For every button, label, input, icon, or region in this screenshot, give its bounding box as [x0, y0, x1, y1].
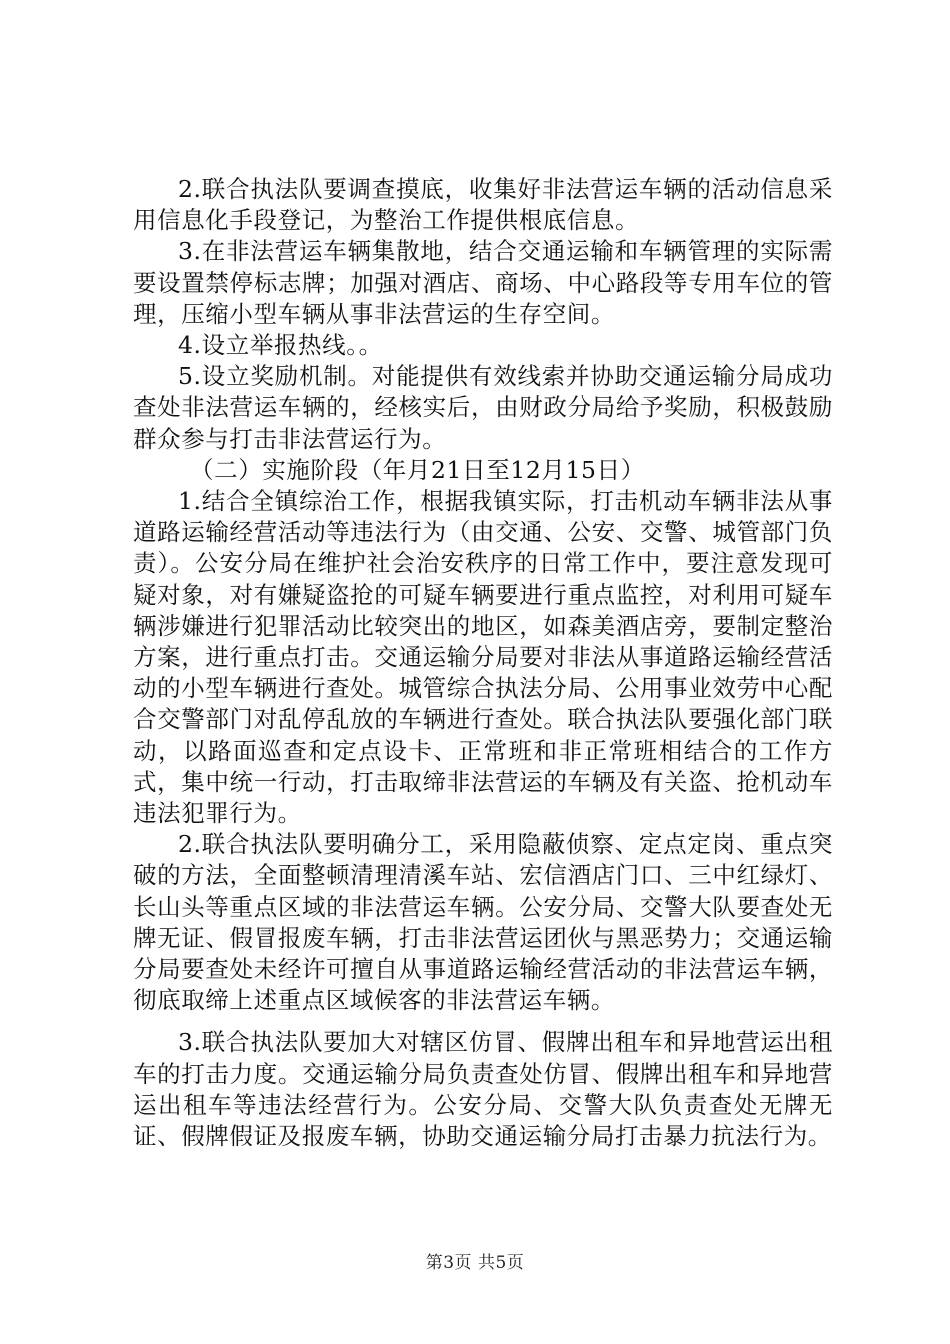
page-number-footer: 第3页 共5页	[425, 1253, 525, 1273]
paragraph-item-4-hotline: 4.设立举报热线。。	[178, 331, 383, 360]
paragraph-implementation-2: 2.联合执法队要明确分工，采用隐蔽侦察、定点定岗、重点突破的方法，全面整顿清理清溪车站、宏信酒店门口、三中红绿灯、长山头等重点区域的非法营运车辆。公安分局、交警大队要查处无牌无证、假冒报废车辆，打击非法营运团伙与黑恶势力；交通运输分局要查处未经许可擅自从事道路运输经营活动的非法营运车辆，彻底取缔上述重点区域候客的非法营运车辆。	[133, 830, 833, 1015]
paragraph-item-5-reward: 5.设立奖励机制。对能提供有效线索并协助交通运输分局成功查处非法营运车辆的，经核实后，由财政分局给予奖励，积极鼓励群众参与打击非法营运行为。	[133, 362, 833, 453]
paragraph-item-2-survey: 2.联合执法队要调查摸底，收集好非法营运车辆的活动信息采用信息化手段登记，为整治工作提供根底信息。	[133, 175, 833, 235]
paragraph-implementation-1: 1.结合全镇综治工作，根据我镇实际，打击机动车辆非法从事道路运输经营活动等违法行为（由交通、公安、交警、城管部门负责）。公安分局在维护社会治安秩序的日常工作中，要注意发现可疑对象，对有嫌疑盗抢的可疑车辆要进行重点监控，对利用可疑车辆涉嫌进行犯罪活动比较突出的地区，如森美酒店旁，要制定整治方案，进行重点打击。交通运输分局要对非法从事道路运输经营活动的小型车辆进行查处。城管综合执法分局、公用事业效劳中心配合交警部门对乱停乱放的车辆进行查处。联合执法队要强化部门联动，以路面巡查和定点设卡、正常班和非正常班相结合的工作方式，集中统一行动，打击取缔非法营运的车辆及有关盗、抢机动车违法犯罪行为。	[133, 487, 833, 828]
section-heading-implementation: （二）实施阶段（年月21日至12月15日）	[190, 455, 645, 484]
paragraph-item-3-signage: 3.在非法营运车辆集散地，结合交通运输和车辆管理的实际需要设置禁停标志牌；加强对酒店、商场、中心路段等专用车位的管理，压缩小型车辆从事非法营运的生存空间。	[133, 237, 833, 328]
document-body	[133, 174, 833, 1152]
paragraph-implementation-3: 3.联合执法队要加大对辖区仿冒、假牌出租车和异地营运出租车的打击力度。交通运输分局负责查处仿冒、假牌出租车和异地营运出租车等违法经营行为。公安分局、交警大队负责查处无牌无证、假牌假证及报废车辆，协助交通运输分局打击暴力抗法行为。	[133, 1028, 833, 1151]
